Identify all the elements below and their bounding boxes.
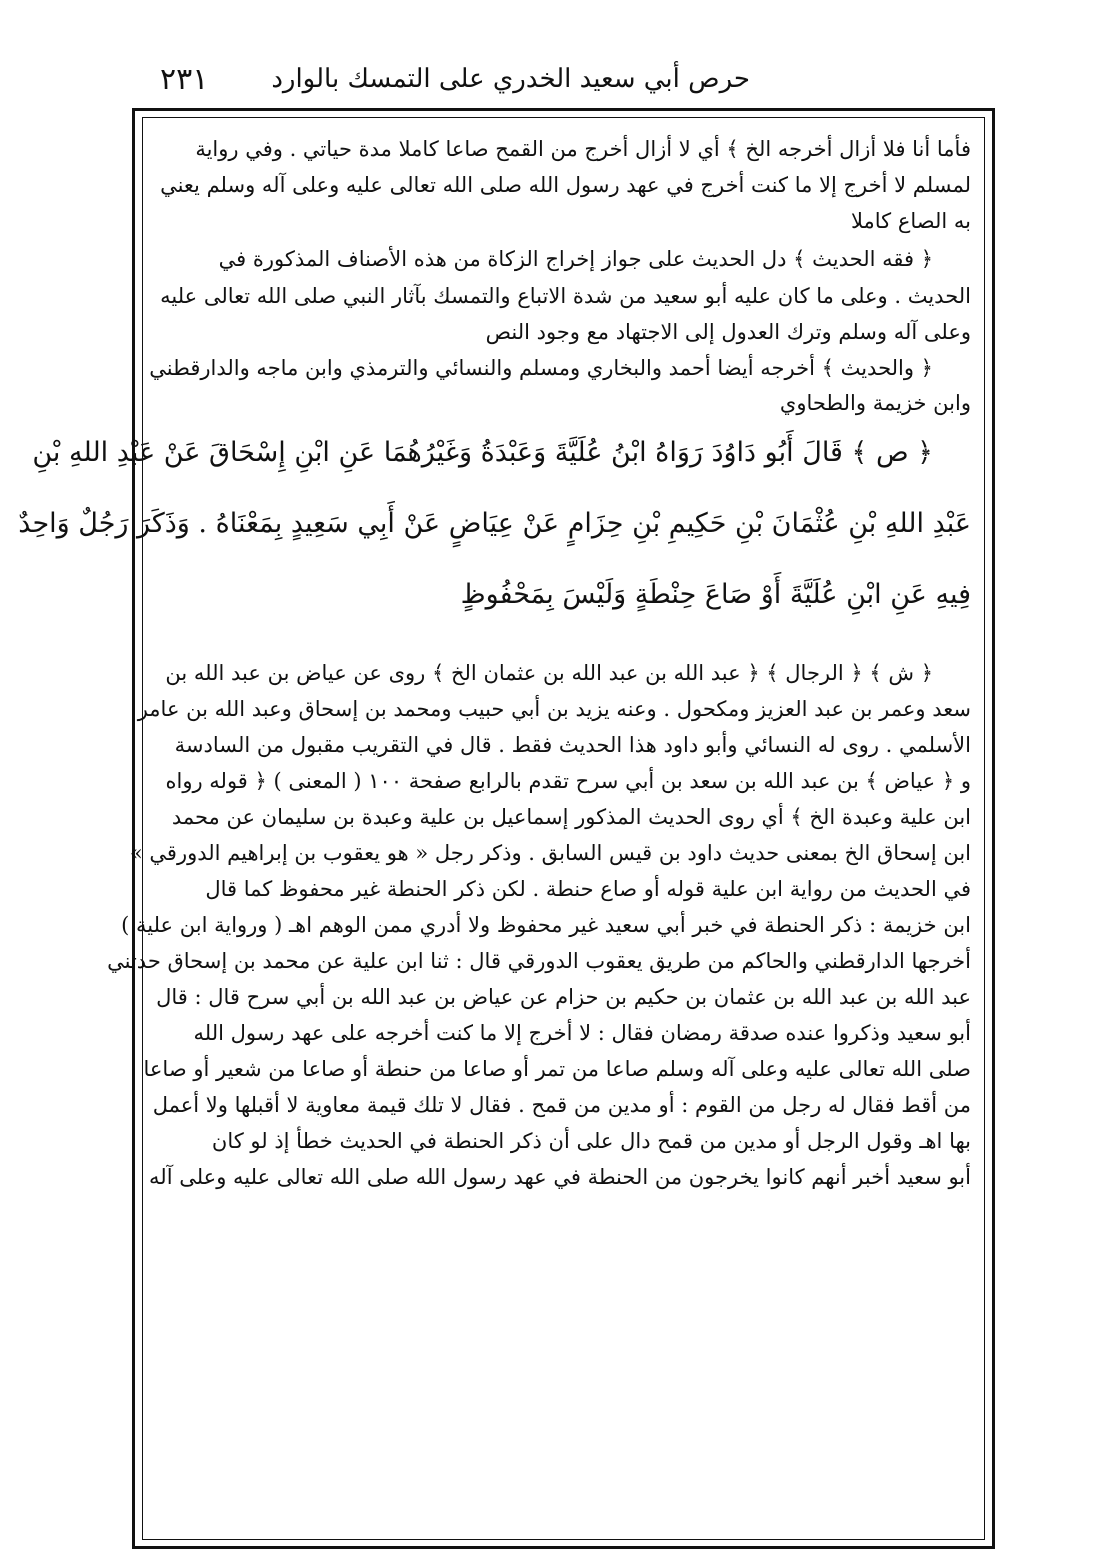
text-line: ابن خزيمة : ذكر الحنطة في خبر أبي سعيد غير محفوظ ولا أدري ممن الوهم اهـ ( ورواية ابن علية ) bbox=[121, 913, 971, 937]
running-title: حرص أبي سعيد الخدري على التمسك بالوارد bbox=[271, 64, 750, 94]
text-line: الحديث . وعلى ما كان عليه أبو سعيد من شدة الاتباع والتمسك بآثار النبي صلى الله تعالى عليه bbox=[160, 284, 971, 308]
text-line: الأسلمي . روى له النسائي وأبو داود هذا الحديث فقط . قال في التقريب مقبول من السادسة bbox=[174, 733, 971, 757]
hadith-text-line: عَبْدِ اللهِ بْنِ عُثْمَانَ بْنِ حَكِيمِ بْنِ حِزَامٍ عَنْ عِيَاضٍ عَنْ أَبِي سَعِيدٍ بِمَعْنَاهُ . وَذَكَرَ رَجُلٌ وَاحِدٌ bbox=[18, 508, 971, 539]
hadith-text-line: فِيهِ عَنِ ابْنِ عُلَيَّةَ أَوْ صَاعَ حِنْطَةٍ وَلَيْسَ بِمَحْفُوظٍ bbox=[460, 579, 971, 610]
text-line: صلى الله تعالى عليه وعلى آله وسلم صاعا من تمر أو صاعا من حنطة أو صاعا من شعير أو صاعا bbox=[143, 1057, 971, 1081]
text-line: ابن علية وعبدة الخ ﴾ أي روى الحديث المذكور إسماعيل بن علية وعبدة بن سليمان عن محمد bbox=[171, 805, 971, 829]
text-line: ﴿ فقه الحديث ﴾ دل الحديث على جواز إخراج الزكاة من هذه الأصناف المذكورة في bbox=[218, 247, 933, 271]
text-line: ابن إسحاق الخ بمعنى حديث داود بن قيس السابق . وذكر رجل « هو يعقوب بن إبراهيم الدورقي » bbox=[129, 841, 971, 865]
hadith-text-line: ﴿ ص ﴾ قَالَ أَبُو دَاوُدَ رَوَاهُ ابْنُ عُلَيَّةَ وَعَبْدَةُ وَغَيْرُهُمَا عَنِ ابْنِ إِسْحَاقَ عَنْ عَبْدِ اللهِ بْنِ bbox=[32, 437, 933, 468]
text-line: فأما أنا فلا أزال أخرجه الخ ﴾ أي لا أزال أخرج من القمح صاعا كاملا مدة حياتي . وفي رواية bbox=[195, 137, 971, 161]
text-line: ﴿ والحديث ﴾ أخرجه أيضا أحمد والبخاري ومسلم والنسائي والترمذي وابن ماجه والدارقطني bbox=[149, 356, 933, 380]
text-line: أبو سعيد وذكروا عنده صدقة رمضان فقال : لا أخرج إلا ما كنت أخرجه على عهد رسول الله bbox=[193, 1021, 971, 1045]
text-line: أخرجها الدارقطني والحاكم من طريق يعقوب الدورقي قال : ثنا ابن علية عن محمد بن إسحاق حدثني bbox=[107, 949, 971, 973]
text-line: ﴿ ش ﴾ ﴿ الرجال ﴾ ﴿ عبد الله بن عبد الله بن عثمان الخ ﴾ روى عن عياض بن عبد الله بن bbox=[165, 661, 933, 685]
text-line: من أقط فقال له رجل من القوم : أو مدين من قمح . فقال لا تلك قيمة معاوية لا أقبلها ولا أعمل bbox=[152, 1093, 971, 1117]
page-body bbox=[18, 124, 977, 1534]
text-line: به الصاع كاملا bbox=[850, 209, 971, 233]
text-line: في الحديث من رواية ابن علية قوله أو صاع حنطة . لكن ذكر الحنطة غير محفوظ كما قال bbox=[205, 877, 971, 901]
text-line: لمسلم لا أخرج إلا ما كنت أخرج في عهد رسول الله صلى الله تعالى عليه وعلى آله وسلم يعني bbox=[160, 173, 971, 197]
text-line: بها اهـ وقول الرجل أو مدين من قمح دال على أن ذكر الحنطة في الحديث خطأ إذ لو كان bbox=[211, 1129, 971, 1153]
page-number: ٢٣١ bbox=[160, 62, 209, 97]
text-line: وابن خزيمة والطحاوي bbox=[779, 391, 971, 415]
text-line: أبو سعيد أخبر أنهم كانوا يخرجون من الحنطة في عهد رسول الله صلى الله تعالى عليه وعلى آله bbox=[149, 1165, 971, 1189]
text-line: وعلى آله وسلم وترك العدول إلى الاجتهاد مع وجود النص bbox=[485, 320, 971, 344]
text-line: و ﴿ عياض ﴾ بن عبد الله بن سعد بن أبي سرح تقدم بالرابع صفحة ١٠٠ ( المعنى ) ﴿ قوله رواه bbox=[165, 769, 971, 793]
text-line: سعد وعمر بن عبد العزيز ومكحول . وعنه يزيد بن أبي حبيب ومحمد بن إسحاق وعبد الله بن عامر bbox=[137, 697, 971, 721]
text-line: عبد الله بن عبد الله بن عثمان بن حكيم بن حزام عن عياض بن عبد الله بن أبي سرح قال : قال bbox=[156, 985, 971, 1009]
page-header bbox=[140, 58, 990, 106]
